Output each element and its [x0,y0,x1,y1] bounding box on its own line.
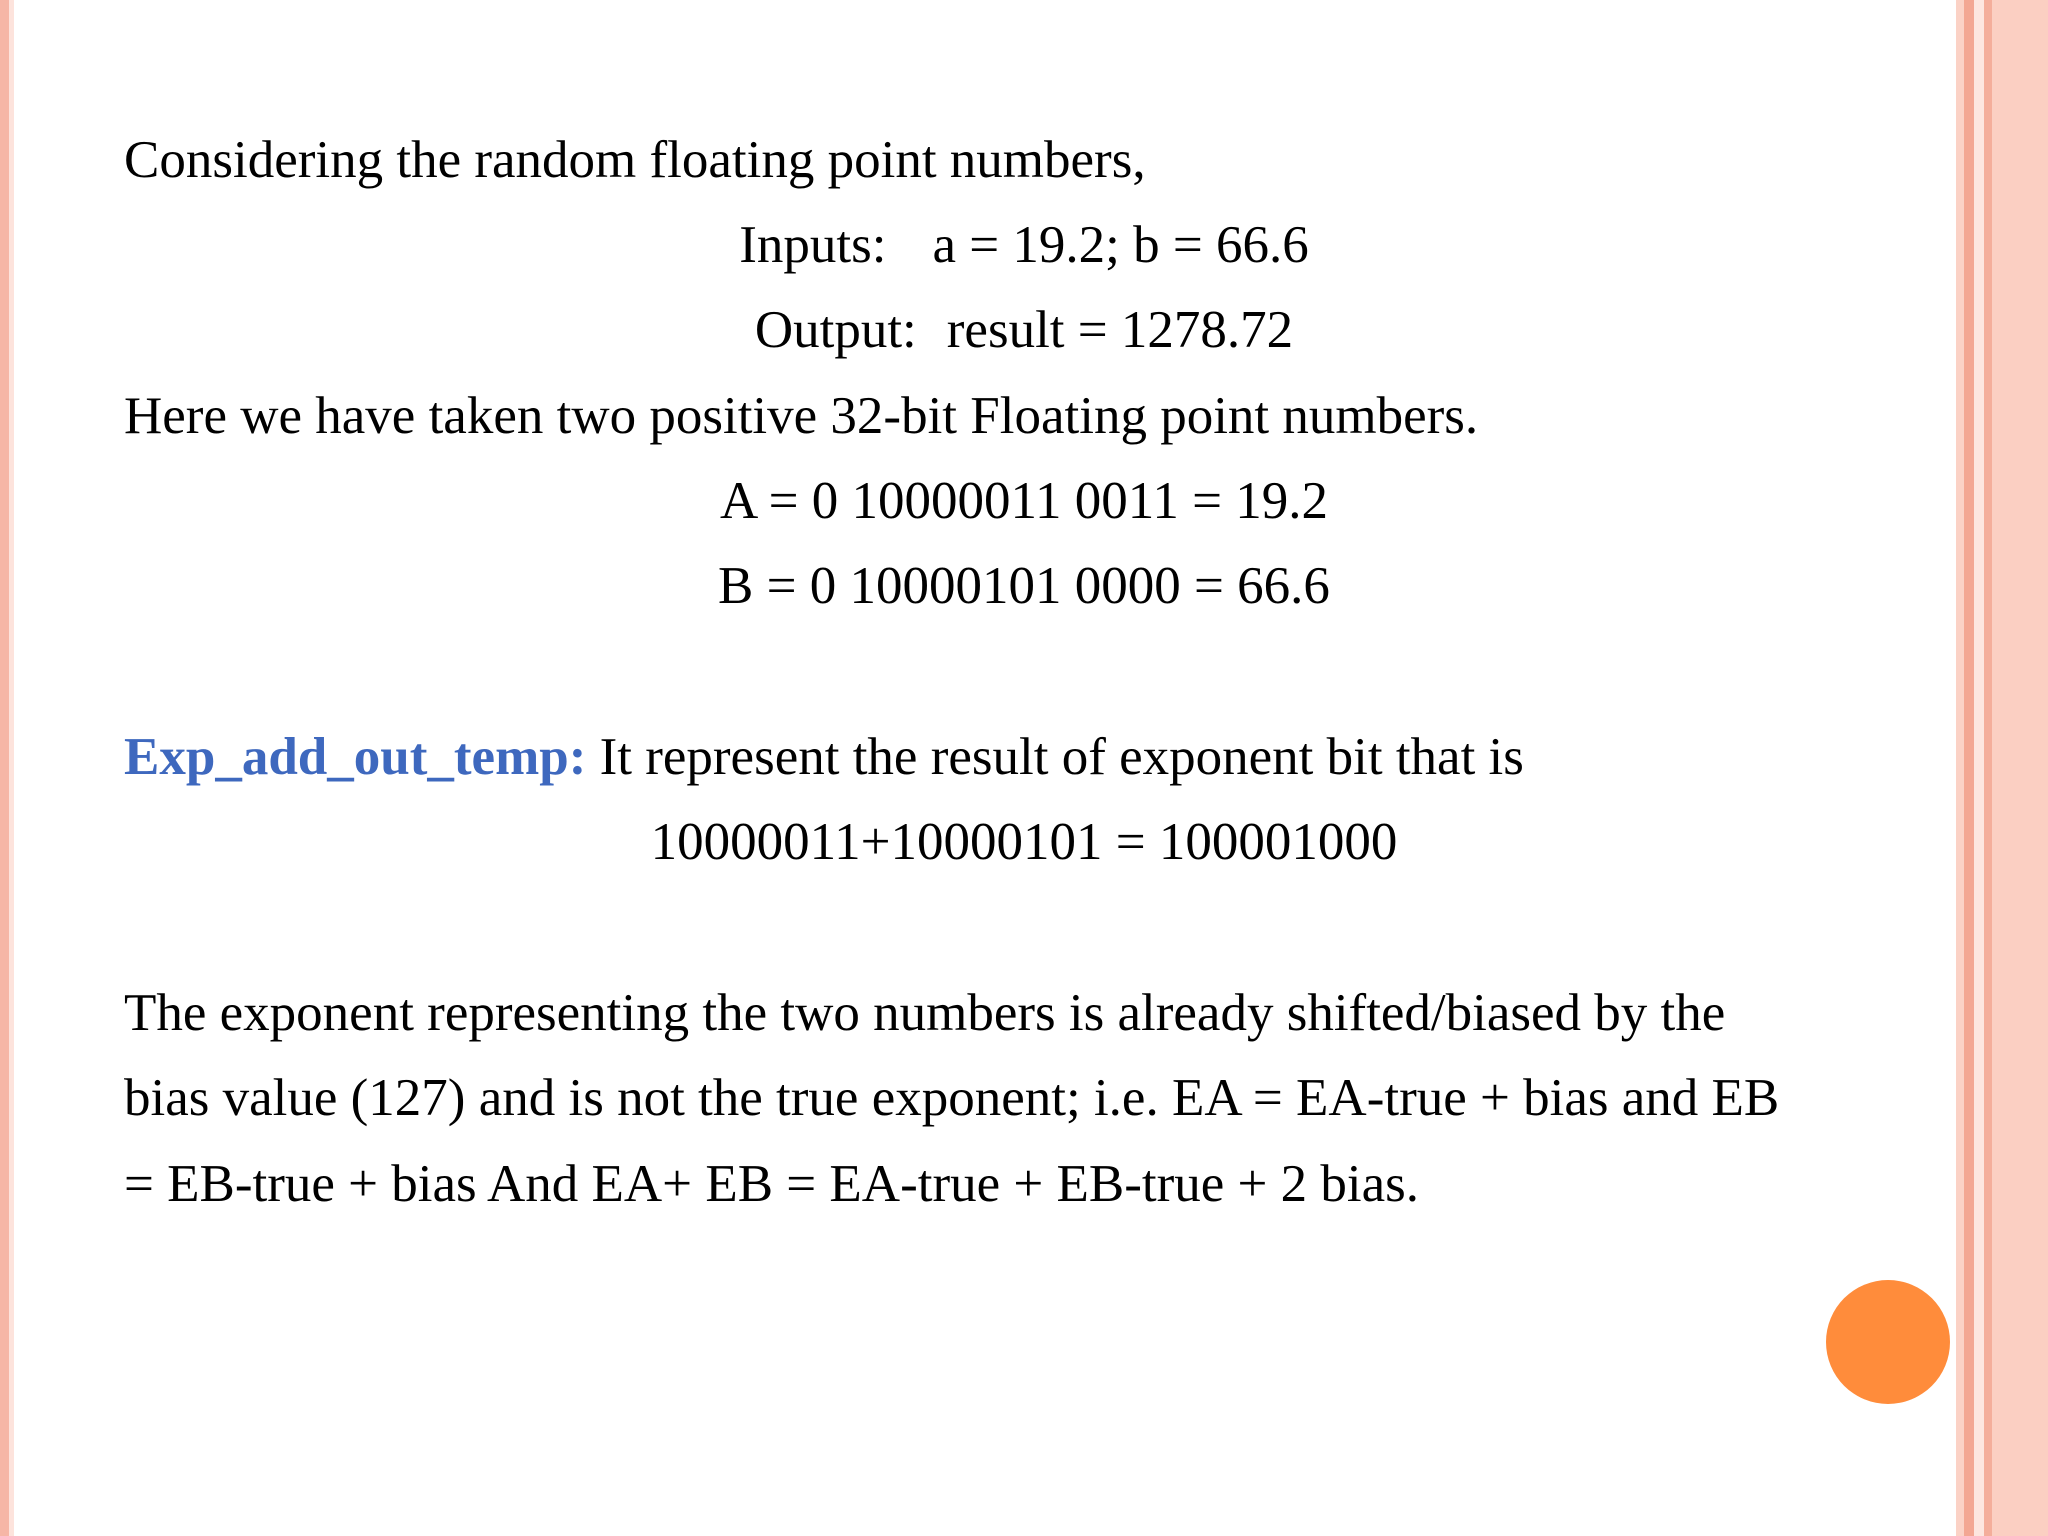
exp-keyword: Exp_add_out_temp: [124,728,587,786]
taken-text: Here we have taken two positive 32-bit Floating point numbers. [124,387,1479,445]
inputs-line [0,213,2048,277]
paragraph-line-2: bias value (127) and is not the true exponent; i.e. EA = EA-true + bias and EB [124,1069,1780,1127]
output-value: result = 1278.72 [946,301,1294,359]
intro-text: Considering the random floating point numbers, [124,131,1146,189]
inputs-label: Inputs: [739,216,887,274]
inputs-value: a = 19.2; b = 66.6 [932,216,1309,274]
output-label: Output: [754,301,917,359]
paragraph-line-1: The exponent representing the two numbers is already shifted/biased by the [124,984,1726,1042]
a-binary: A = 0 10000011 0011 = 19.2 [720,472,1328,530]
paragraph-line-3: = EB-true + bias And EA+ EB = EA-true + EB-true + 2 bias. [124,1155,1420,1213]
exp-sum: 10000011+10000101 = 100001000 [650,813,1398,871]
b-binary: B = 0 10000101 0000 = 66.6 [718,557,1330,615]
output-line [0,298,2048,362]
exp-add-out-temp-line [124,725,1524,789]
decorative-circle [1826,1280,1950,1404]
exp-description: It represent the result of exponent bit that is [586,728,1524,786]
